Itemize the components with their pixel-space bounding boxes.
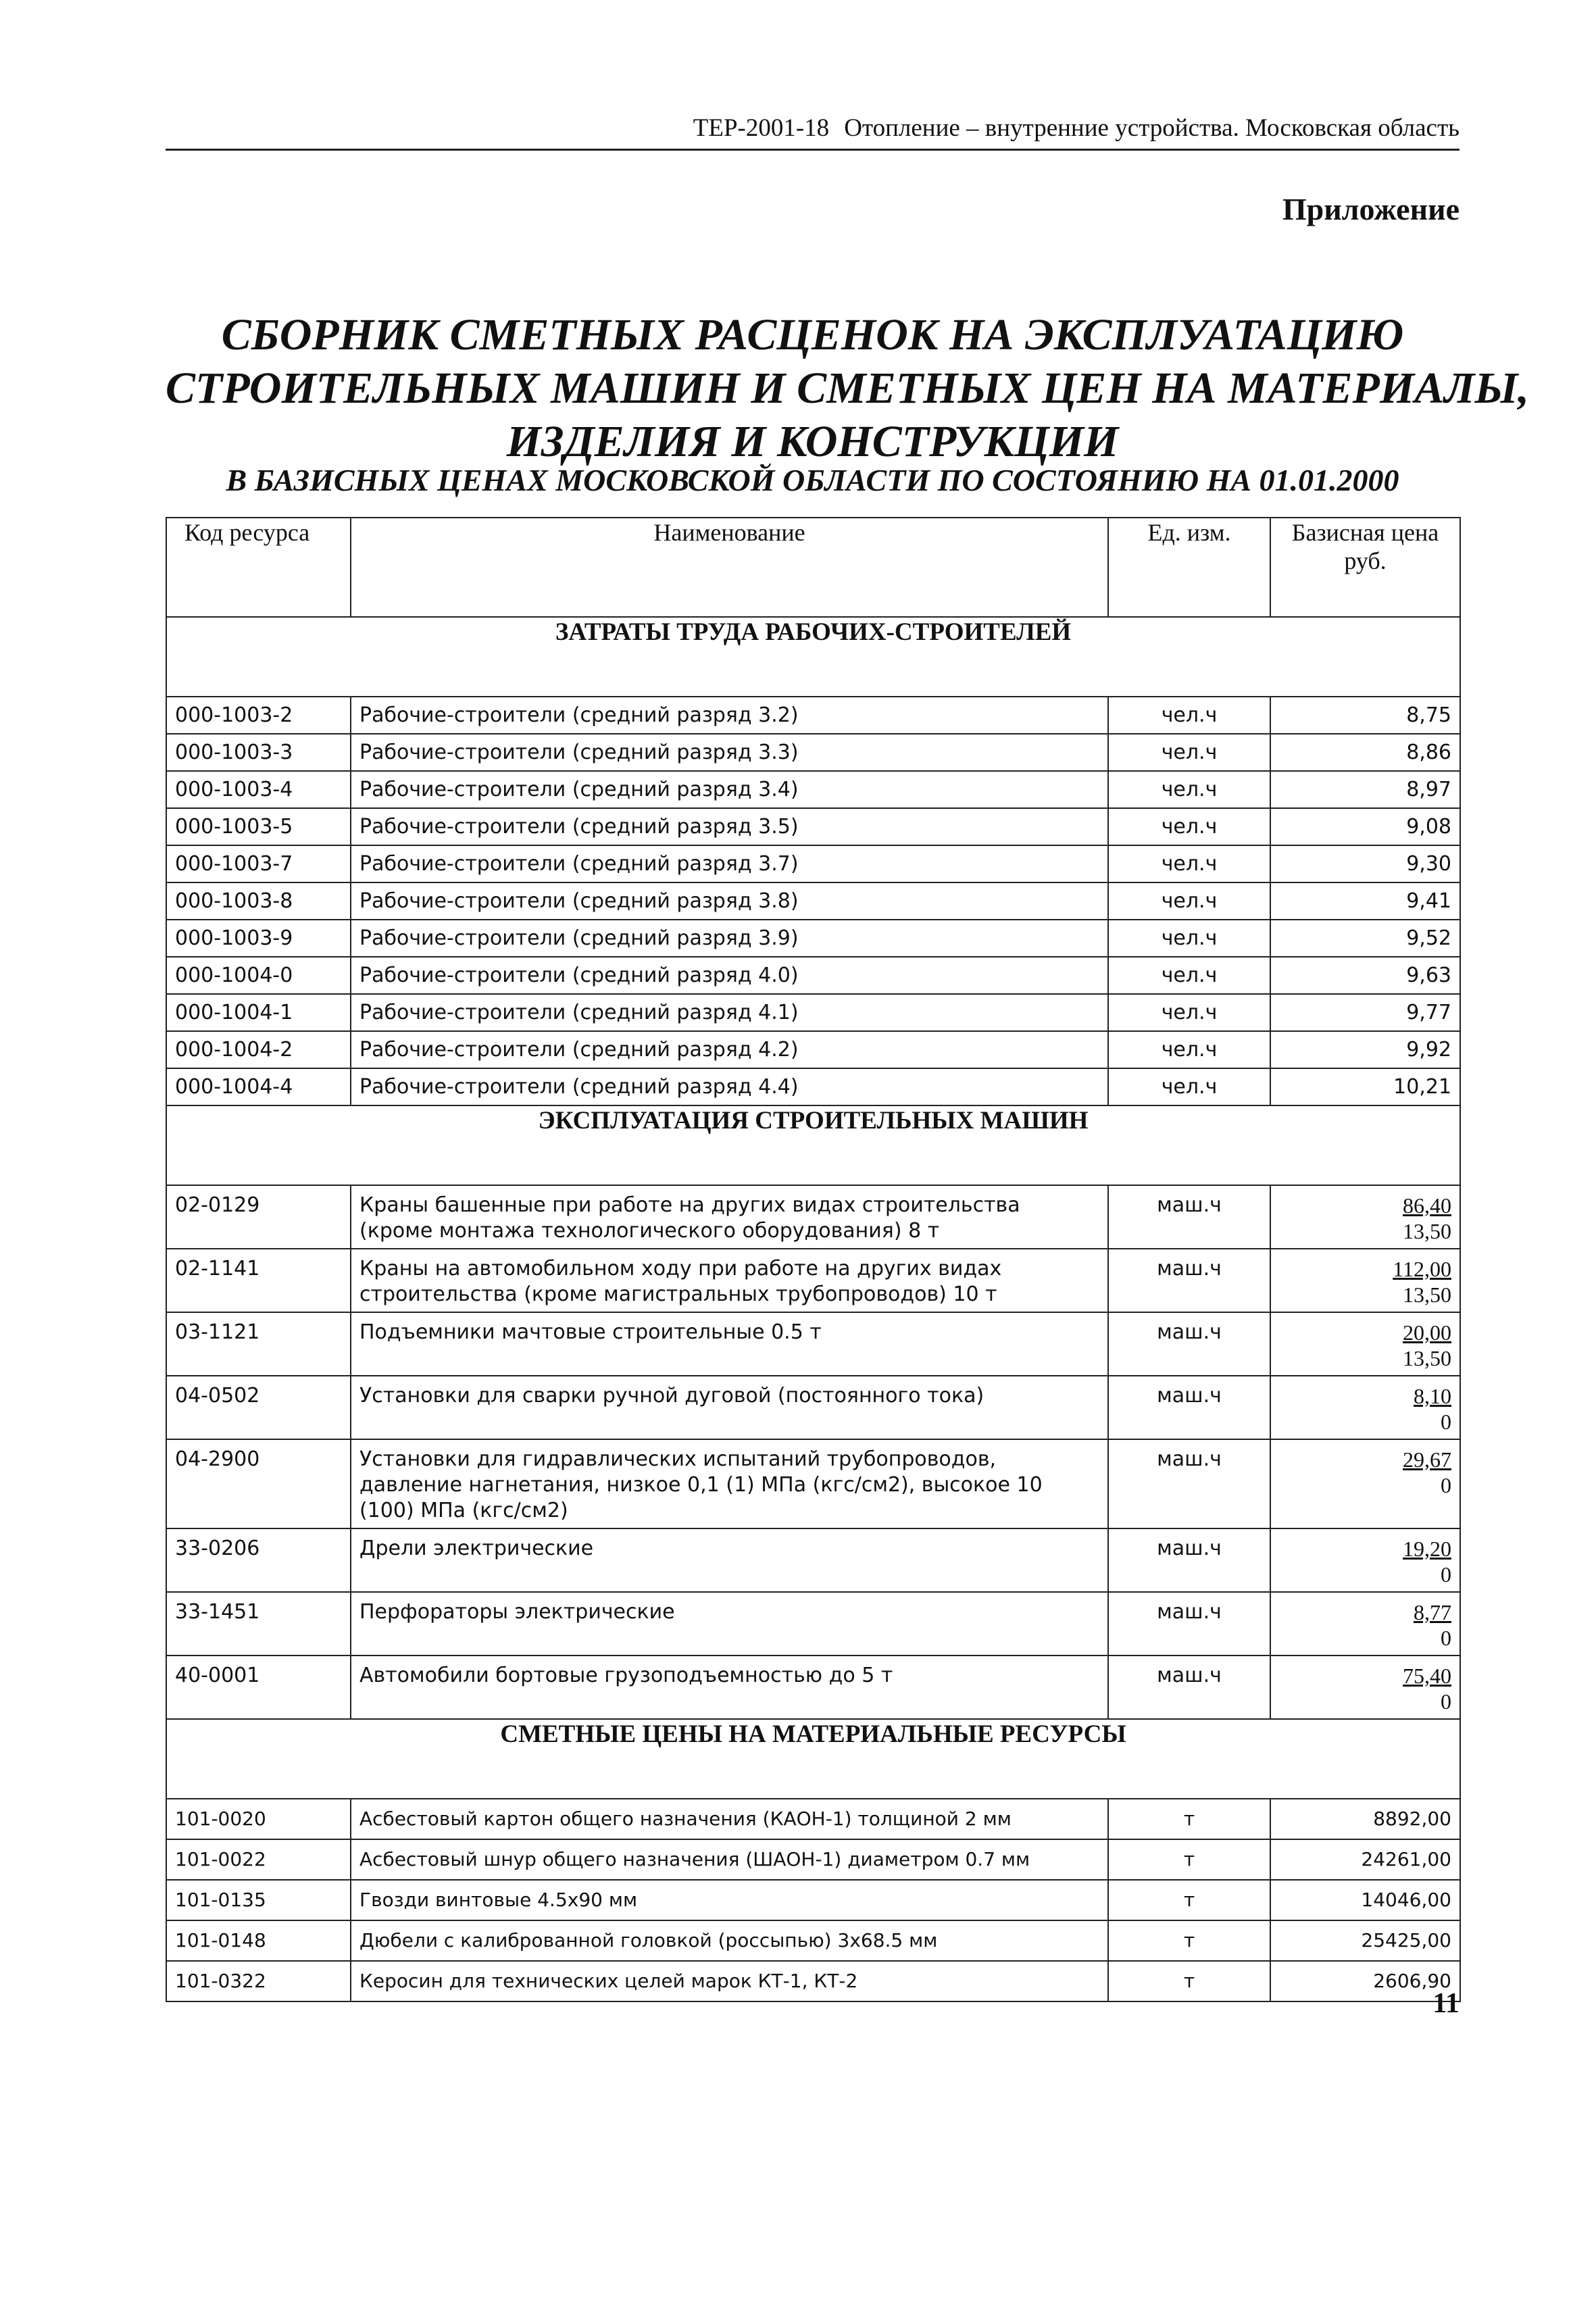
section-row-materials [166, 1719, 1460, 1799]
resource-name: Подъемники мачтовые строительные 0.5 т [351, 1312, 1108, 1376]
table-header-row [166, 518, 1460, 617]
table-row [166, 1439, 1460, 1528]
resource-code: 03-1121 [166, 1312, 351, 1376]
resource-name: Установки для гидравлических испытаний трубопроводов, давление нагнетания, низкое 0,1 (1) МПа (кгс/см2), высокое 10 (100) МПа (кгс/см2) [351, 1439, 1108, 1528]
table-row [166, 1656, 1460, 1719]
table-row [166, 1249, 1460, 1312]
resource-code: 000-1004-4 [166, 1068, 351, 1105]
resource-unit: маш.ч [1108, 1592, 1270, 1656]
resource-code: 101-0020 [166, 1799, 351, 1839]
table-row [166, 734, 1460, 771]
main-title-line-2: СТРОИТЕЛЬНЫХ МАШИН И СМЕТНЫХ ЦЕН НА МАТЕРИАЛЫ, [166, 364, 1529, 413]
resource-code: 000-1003-4 [166, 771, 351, 808]
resource-price [1270, 1312, 1460, 1376]
table-row [166, 957, 1460, 994]
price-wages: 13,50 [1403, 1219, 1451, 1243]
resource-name: Асбестовый шнур общего назначения (ШАОН-1) диаметром 0.7 мм [351, 1839, 1108, 1880]
resource-name: Краны на автомобильном ходу при работе на других видах строительства (кроме магистральных трубопроводов) 10 т [351, 1249, 1108, 1312]
resource-price: 14046,00 [1270, 1880, 1460, 1920]
table-row [166, 1920, 1460, 1961]
resource-price [1270, 1528, 1460, 1592]
resource-unit: чел.ч [1108, 808, 1270, 845]
resource-code: 33-0206 [166, 1528, 351, 1592]
table-row [166, 1312, 1460, 1376]
resource-price: 9,30 [1270, 845, 1460, 882]
resource-code: 000-1004-2 [166, 1031, 351, 1068]
resource-code: 000-1003-8 [166, 882, 351, 920]
resource-unit: маш.ч [1108, 1376, 1270, 1439]
header-rule [166, 149, 1460, 151]
price-main: 8,77 [1414, 1600, 1451, 1624]
resource-unit: чел.ч [1108, 771, 1270, 808]
resource-name: Рабочие-строители (средний разряд 3.3) [351, 734, 1108, 771]
resource-price: 8,86 [1270, 734, 1460, 771]
table-row [166, 882, 1460, 920]
resource-price: 9,77 [1270, 994, 1460, 1031]
table-row [166, 1185, 1460, 1249]
resource-unit: маш.ч [1108, 1249, 1270, 1312]
resource-price: 9,52 [1270, 920, 1460, 957]
resource-price: 9,08 [1270, 808, 1460, 845]
resource-price: 8892,00 [1270, 1799, 1460, 1839]
resource-name: Асбестовый картон общего назначения (КАОН-1) толщиной 2 мм [351, 1799, 1108, 1839]
price-wages: 0 [1441, 1473, 1451, 1497]
resource-unit: чел.ч [1108, 1068, 1270, 1105]
resource-code: 000-1004-0 [166, 957, 351, 994]
price-wages: 0 [1441, 1626, 1451, 1650]
resource-unit: маш.ч [1108, 1439, 1270, 1528]
resource-unit: т [1108, 1799, 1270, 1839]
table-row [166, 1376, 1460, 1439]
resource-name: Рабочие-строители (средний разряд 3.9) [351, 920, 1108, 957]
table-row [166, 1961, 1460, 2001]
table-row [166, 1068, 1460, 1105]
resource-unit: чел.ч [1108, 697, 1270, 734]
resource-code: 02-0129 [166, 1185, 351, 1249]
resource-unit: чел.ч [1108, 845, 1270, 882]
resource-unit: чел.ч [1108, 882, 1270, 920]
table-row [166, 920, 1460, 957]
header-name: Наименование [351, 518, 1108, 617]
resource-unit: чел.ч [1108, 994, 1270, 1031]
table-row [166, 1880, 1460, 1920]
resource-unit: маш.ч [1108, 1185, 1270, 1249]
resource-price: 8,75 [1270, 697, 1460, 734]
resource-price: 8,97 [1270, 771, 1460, 808]
resource-price: 9,92 [1270, 1031, 1460, 1068]
resource-code: 101-0135 [166, 1880, 351, 1920]
table-row [166, 1839, 1460, 1880]
resource-code: 101-0322 [166, 1961, 351, 2001]
table-row [166, 1799, 1460, 1839]
resource-name: Рабочие-строители (средний разряд 4.2) [351, 1031, 1108, 1068]
section-row-machines [166, 1105, 1460, 1185]
resource-name: Рабочие-строители (средний разряд 4.1) [351, 994, 1108, 1031]
resource-code: 000-1003-3 [166, 734, 351, 771]
resource-unit: т [1108, 1839, 1270, 1880]
resource-name: Рабочие-строители (средний разряд 3.2) [351, 697, 1108, 734]
resource-price: 10,21 [1270, 1068, 1460, 1105]
resource-code: 33-1451 [166, 1592, 351, 1656]
resource-name: Керосин для технических целей марок КТ-1, КТ-2 [351, 1961, 1108, 2001]
resource-name: Установки для сварки ручной дуговой (постоянного тока) [351, 1376, 1108, 1439]
resource-price: 2606,90 [1270, 1961, 1460, 2001]
price-wages: 0 [1441, 1410, 1451, 1434]
resource-code: 000-1003-5 [166, 808, 351, 845]
resource-unit: маш.ч [1108, 1656, 1270, 1719]
resource-code: 000-1004-1 [166, 994, 351, 1031]
resource-price: 9,63 [1270, 957, 1460, 994]
resource-unit: маш.ч [1108, 1528, 1270, 1592]
price-main: 19,20 [1403, 1537, 1451, 1561]
price-wages: 0 [1441, 1562, 1451, 1587]
resource-name: Дрели электрические [351, 1528, 1108, 1592]
resource-code: 000-1003-2 [166, 697, 351, 734]
document-section-title: Отопление – внутренние устройства. Московская область [844, 114, 1460, 142]
section-title-materials: СМЕТНЫЕ ЦЕНЫ НА МАТЕРИАЛЬНЫЕ РЕСУРСЫ [166, 1719, 1460, 1799]
resource-price [1270, 1592, 1460, 1656]
resource-price: 24261,00 [1270, 1839, 1460, 1880]
resource-unit: чел.ч [1108, 957, 1270, 994]
resource-name: Рабочие-строители (средний разряд 3.5) [351, 808, 1108, 845]
page-number: 11 [1432, 1988, 1460, 2019]
running-header [166, 114, 1460, 143]
table-row [166, 808, 1460, 845]
main-title-line-1: СБОРНИК СМЕТНЫХ РАСЦЕНОК НА ЭКСПЛУАТАЦИЮ [221, 310, 1404, 359]
table-row [166, 1528, 1460, 1592]
price-main: 8,10 [1414, 1384, 1451, 1408]
resource-price [1270, 1249, 1460, 1312]
header-price [1270, 518, 1460, 617]
resource-price [1270, 1439, 1460, 1528]
resource-name: Рабочие-строители (средний разряд 4.4) [351, 1068, 1108, 1105]
resource-code: 000-1003-9 [166, 920, 351, 957]
resource-name: Перфораторы электрические [351, 1592, 1108, 1656]
resource-unit: т [1108, 1880, 1270, 1920]
resource-name: Автомобили бортовые грузоподъемностью до 5 т [351, 1656, 1108, 1719]
resource-code: 04-2900 [166, 1439, 351, 1528]
header-price-line-1: Базисная цена [1291, 519, 1439, 546]
section-row-labor [166, 617, 1460, 697]
table-row [166, 1031, 1460, 1068]
resource-code: 02-1141 [166, 1249, 351, 1312]
resource-unit: маш.ч [1108, 1312, 1270, 1376]
header-code: Код ресурса [166, 518, 351, 617]
resource-price: 9,41 [1270, 882, 1460, 920]
price-wages: 0 [1441, 1689, 1451, 1714]
section-title-machines: ЭКСПЛУАТАЦИЯ СТРОИТЕЛЬНЫХ МАШИН [166, 1105, 1460, 1185]
main-title [166, 308, 1529, 468]
resource-code: 101-0148 [166, 1920, 351, 1961]
resource-code: 101-0022 [166, 1839, 351, 1880]
table-row [166, 771, 1460, 808]
main-title-line-3: ИЗДЕЛИЯ И КОНСТРУКЦИИ [506, 417, 1119, 466]
resource-name: Рабочие-строители (средний разряд 3.4) [351, 771, 1108, 808]
price-wages: 13,50 [1403, 1346, 1451, 1370]
resource-code: 000-1003-7 [166, 845, 351, 882]
price-main: 112,00 [1393, 1257, 1451, 1281]
resource-name: Краны башенные при работе на других видах строительства (кроме монтажа технологического оборудования) 8 т [351, 1185, 1108, 1249]
resource-name: Рабочие-строители (средний разряд 3.7) [351, 845, 1108, 882]
section-title-labor: ЗАТРАТЫ ТРУДА РАБОЧИХ-СТРОИТЕЛЕЙ [166, 617, 1460, 697]
header-unit: Ед. изм. [1108, 518, 1270, 617]
resource-code: 04-0502 [166, 1376, 351, 1439]
resource-name: Дюбели с калиброванной головкой (россыпью) 3х68.5 мм [351, 1920, 1108, 1961]
resource-name: Рабочие-строители (средний разряд 3.8) [351, 882, 1108, 920]
price-main: 29,67 [1403, 1447, 1451, 1472]
resource-price [1270, 1656, 1460, 1719]
appendix-label: Приложение [1282, 192, 1460, 226]
resource-unit: т [1108, 1961, 1270, 2001]
resource-unit: чел.ч [1108, 1031, 1270, 1068]
subtitle: В БАЗИСНЫХ ЦЕНАХ МОСКОВСКОЙ ОБЛАСТИ ПО СОСТОЯНИЮ НА 01.01.2000 [226, 463, 1399, 497]
resource-name: Рабочие-строители (средний разряд 4.0) [351, 957, 1108, 994]
resource-unit: чел.ч [1108, 734, 1270, 771]
table-row [166, 697, 1460, 734]
table-row [166, 994, 1460, 1031]
resource-unit: т [1108, 1920, 1270, 1961]
price-wages: 13,50 [1403, 1283, 1451, 1307]
price-main: 86,40 [1403, 1193, 1451, 1218]
header-price-line-2: руб. [1344, 547, 1387, 574]
resource-name: Гвозди винтовые 4.5х90 мм [351, 1880, 1108, 1920]
table-row [166, 845, 1460, 882]
resource-price [1270, 1185, 1460, 1249]
resource-code: 40-0001 [166, 1656, 351, 1719]
resource-price: 25425,00 [1270, 1920, 1460, 1961]
table-row [166, 1592, 1460, 1656]
price-main: 20,00 [1403, 1320, 1451, 1345]
price-main: 75,40 [1403, 1664, 1451, 1688]
price-table [166, 517, 1461, 2002]
resource-unit: чел.ч [1108, 920, 1270, 957]
table-body [166, 617, 1460, 2001]
document-code: ТЕР-2001-18 [693, 114, 830, 142]
resource-price [1270, 1376, 1460, 1439]
